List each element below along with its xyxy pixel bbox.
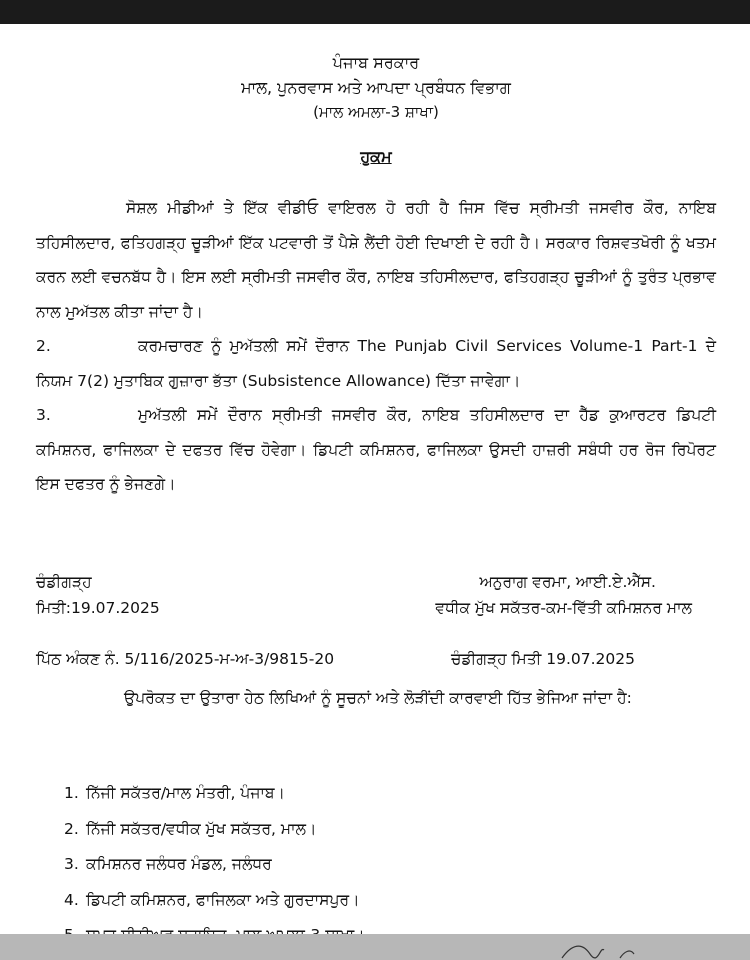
signature-row-2 — [36, 597, 716, 619]
endorsement-number: ਪਿੱਠ ਅੰਕਣ ਨੰ. 5/116/2025-ਮ-ਅ-3/9815-20 — [36, 650, 335, 668]
officer-name: ਅਨੁਰਾਗ ਵਰਮਾ, ਆਈ.ਏ.ਐੱਸ. — [479, 573, 656, 591]
department-name: ਮਾਲ, ਪੁਨਰਵਾਸ ਅਤੇ ਆਪਦਾ ਪ੍ਰਬੰਧਨ ਵਿਭਾਗ — [241, 78, 511, 97]
paragraph-1 — [36, 191, 716, 329]
government-name: ਪੰਜਾਬ ਸਰਕਾਰ — [332, 53, 420, 72]
issue-date: ਮਿਤੀ:19.07.2025 — [36, 599, 160, 617]
recipient-list — [64, 776, 365, 954]
list-item: 4. ਡਿਪਟੀ ਕਮਿਸ਼ਨਰ, ਫਾਜਿਲਕਾ ਅਤੇ ਗੁਰਦਾਸਪੁਰ। — [64, 890, 360, 909]
document-page — [36, 24, 716, 909]
officer-designation: ਵਧੀਕ ਮੁੱਖ ਸਕੱਤਰ-ਕਮ-ਵਿੱਤੀ ਕਮਿਸ਼ਨਰ ਮਾਲ — [435, 599, 692, 617]
paragraph-3-text: ਮੁਅੱਤਲੀ ਸਮੇਂ ਦੌਰਾਨ ਸ੍ਰੀਮਤੀ ਜਸਵੀਰ ਕੌਰ, ਨਾਇਬ ਤਹਿਸੀਲਦਾਰ ਦਾ ਹੈੱਡ ਕੁਆਰਟਰ ਡਿਪਟੀ ਕਮਿਸ਼ਨਰ, ਫਾਜਿਲਕਾ ਦੇ ਦਫਤਰ ਵਿੱਚ ਹੋਵੇਗਾ। ਡਿਪਟੀ ਕਮਿਸ਼ਨਰ, ਫਾਜਿਲਕਾ ਉਸਦੀ ਹਾਜ਼ਰੀ ਸਬੰਧੀ ਹਰ ਰੋਜ ਰਿਪੋਰਟ ਇਸ ਦਫਤਰ ਨੂੰ ਭੇਜਣਗੇ। — [36, 406, 716, 493]
paragraph-1-text: ਸੋਸ਼ਲ ਮੀਡੀਆਂ ਤੇ ਇੱਕ ਵੀਡੀਓ ਵਾਇਰਲ ਹੋ ਰਹੀ ਹੈ ਜਿਸ ਵਿੱਚ ਸ੍ਰੀਮਤੀ ਜਸਵੀਰ ਕੌਰ, ਨਾਇਬ ਤਹਿਸੀਲਦਾਰ, ਫਤਿਹਗੜ੍ਹ ਚੂੜੀਆਂ ਇੱਕ ਪਟਵਾਰੀ ਤੋਂ ਪੈਸ਼ੇ ਲੈਂਦੀ ਹੋਈ ਦਿਖਾਈ ਦੇ ਰਹੀ ਹੈ। ਸਰਕਾਰ ਰਿਸ਼ਵਤਖੋਰੀ ਨੂੰ ਖਤਮ ਕਰਨ ਲਈ ਵਚਨਬੱਧ ਹੈ। ਇਸ ਲਈ ਸ੍ਰੀਮਤੀ ਜਸਵੀਰ ਕੌਰ, ਨਾਇਬ ਤਹਿਸੀਲਦਾਰ, ਫਤਿਹਗੜ੍ਹ ਚੂੜੀਆਂ ਨੂੰ ਤੁਰੰਤ ਪ੍ਰਭਾਵ ਨਾਲ ਮੁਅੱਤਲ ਕੀਤਾ ਜਾਂਦਾ ਹੈ। — [36, 199, 716, 321]
signature-scribble-icon — [560, 940, 650, 960]
paragraph-3-number: 3. — [36, 406, 51, 424]
list-item: 2. ਨਿੱਜੀ ਸਕੱਤਰ/ਵਧੀਕ ਮੁੱਖ ਸਕੱਤਰ, ਮਾਲ। — [64, 819, 317, 838]
paragraph-2 — [36, 329, 716, 398]
issue-place: ਚੰਡੀਗੜ੍ਹ — [36, 573, 92, 591]
copy-forwarded-text — [36, 680, 716, 716]
paragraph-2-text: ਕਰਮਚਾਰਣ ਨੂੰ ਮੁਅੱਤਲੀ ਸਮੇਂ ਦੌਰਾਨ The Punjab Civil Services Volume-1 Part-1 ਦੇ ਨਿਯਮ 7(2) ਮੁਤਾਬਿਕ ਗੁਜ਼ਾਰਾ ਭੱਤਾ (Subsistence Allowance) ਦਿੱਤਾ ਜਾਵੇਗਾ। — [36, 337, 716, 390]
signature-row-1 — [36, 571, 716, 593]
letterhead — [36, 50, 716, 125]
endorsement-place-date: ਚੰਡੀਗੜ੍ਹ ਮਿਤੀ 19.07.2025 — [451, 650, 635, 668]
endorsement-row — [36, 646, 716, 672]
branch-name: (ਮਾਲ ਅਮਲਾ-3 ਸ਼ਾਖਾ) — [313, 103, 439, 121]
paragraph-2-number: 2. — [36, 337, 51, 355]
top-dark-border — [0, 0, 750, 24]
paragraph-3 — [36, 398, 716, 502]
copy-text: ਉਪਰੋਕਤ ਦਾ ਉਤਾਰਾ ਹੇਠ ਲਿਖਿਆਂ ਨੂੰ ਸੂਚਨਾਂ ਅਤੇ ਲੋੜੀਂਦੀ ਕਾਰਵਾਈ ਹਿੱਤ ਭੇਜਿਆ ਜਾਂਦਾ ਹੈ: — [124, 689, 632, 707]
order-title: ਹੁਕਮ — [360, 147, 392, 166]
list-item: 1. ਨਿੱਜੀ ਸਕੱਤਰ/ਮਾਲ ਮੰਤਰੀ, ਪੰਜਾਬ। — [64, 784, 285, 802]
list-item: 3. ਕਮਿਸ਼ਨਰ ਜਲੰਧਰ ਮੰਡਲ, ਜਲੰਧਰ — [64, 855, 272, 873]
